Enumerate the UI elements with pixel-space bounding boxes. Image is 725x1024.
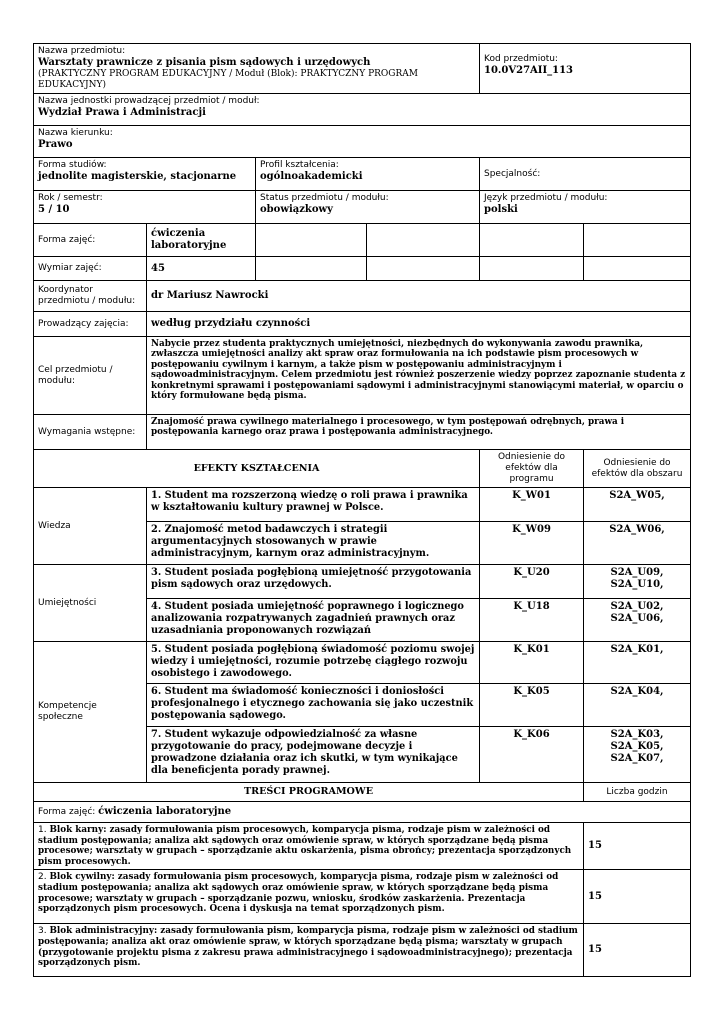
field-label: Nazwa kierunku:: [38, 128, 113, 138]
content-block-number: 2.: [38, 872, 50, 883]
effect-area-ref: S2A_W05,: [584, 488, 691, 522]
empty-cell: [480, 257, 584, 281]
effects-col-program: Odniesienie do efektów dla programu: [480, 450, 584, 488]
course-code-cell: [480, 44, 691, 94]
content-form-prefix: Forma zajęć:: [38, 807, 99, 817]
content-body: [34, 823, 691, 977]
unit-label: Nazwa jednostki prowadzącej przedmiot / moduł:: [38, 96, 260, 106]
effect-group-name: Wiedza: [34, 488, 147, 565]
study-form-value: jednolite magisterskie, stacjonarne: [38, 171, 237, 182]
hours-label: Wymiar zajęć:: [38, 263, 102, 273]
effect-text: 4. Student posiada umiejętność poprawnego i logicznego analizowania rozpatrywanych zagadnień prawnych oraz uzasadniania proponowanych rozwiązań: [147, 599, 480, 642]
profile-value: ogólnoakademicki: [260, 171, 363, 182]
requirements-value-cell: [147, 415, 691, 450]
effect-program-ref: K_K06: [480, 727, 584, 783]
study-table: [33, 157, 691, 224]
effects-table: [33, 449, 691, 783]
content-block-hours: 15: [584, 870, 691, 924]
unit-cell: [34, 94, 691, 126]
language-label: Język przedmiotu / modułu:: [484, 193, 608, 203]
course-code-label: Kod przedmiotu:: [484, 54, 558, 64]
effect-text: 3. Student posiada pogłębioną umiejętność przygotowania pism sądowych oraz urzędowych.: [147, 565, 480, 599]
header-table: [33, 43, 691, 158]
status-label: Status przedmiotu / modułu:: [260, 193, 389, 203]
hours-value-cell: [147, 257, 256, 281]
effect-area-ref: S2A_K01,: [584, 642, 691, 684]
effects-body: [34, 488, 691, 783]
effect-row: [34, 642, 691, 684]
effect-area-ref: S2A_W06,: [584, 522, 691, 565]
effect-area-ref: S2A_K03, S2A_K05, S2A_K07,: [584, 727, 691, 783]
study-form-label: Forma studiów:: [38, 160, 107, 170]
requirements-label-cell: [34, 415, 147, 450]
effect-group-name: Umiejętności: [34, 565, 147, 642]
content-block-text-cell: [34, 823, 584, 870]
study-form-cell: [34, 158, 256, 191]
content-block-text-cell: [34, 870, 584, 924]
content-block-row: [34, 870, 691, 924]
field-cell: [34, 126, 691, 158]
specialty-label: Specjalność:: [484, 168, 541, 179]
coordinator-label: Koordynator przedmiotu / modułu:: [38, 285, 136, 306]
effect-area-ref: S2A_U02, S2A_U06,: [584, 599, 691, 642]
content-block-text: Blok cywilny: zasady formułowania pism procesowych, komparycja pisma, rodzaje pism w zależności od stadium postępowania; analiza akt sądowych oraz omówienie spraw, w których sporządzane będą pisma procesowe; warsztaty w grupach – sporządzanie pozwu, wniosku, środków zaskarżenia. Prezentacja sporządzonych pism procesowych. Ocena i dyskusja na temat sporządzonych pism.: [38, 872, 559, 915]
coordinator-label-cell: [34, 281, 147, 312]
content-block-text: Blok karny: zasady formułowania pism procesowych, komparycja pisma, rodzaje pism w zależności od stadium postępowania; analiza akt sądowych oraz omówienie spraw, w których sporządzane będą pisma procesowe; warsztaty w grupach – sporządzanie aktu oskarżenia, pisma obrońcy; prezentacja sporządzonych pism procesowych.: [38, 825, 572, 867]
empty-cell: [584, 257, 691, 281]
content-form-cell: [34, 802, 691, 823]
class-form-value: ćwiczenia laboratoryjne: [151, 228, 227, 251]
goal-label: Cel przedmiotu / modułu:: [38, 364, 113, 386]
course-name-label: Nazwa przedmiotu:: [38, 46, 126, 56]
coordinator-value-cell: [147, 281, 691, 312]
content-block-text: Blok administracyjny: zasady formułowania pism, komparycja pisma, rodzaje pism w zależności od stadium postępowania; analiza akt oraz omówienie spraw, w których sporządzane będą pisma; warsztaty w grupach (przygotowanie projektu pisma z zakresu prawa administracyjnego i sądowoadministracyjnego); prezentacja sporządzonych pism.: [38, 926, 578, 969]
empty-cell: [367, 224, 480, 257]
teachers-value-cell: [147, 312, 691, 337]
language-cell: [480, 191, 691, 224]
teachers-label-cell: [34, 312, 147, 337]
content-block-number: 1.: [38, 825, 50, 835]
profile-label: Profil kształcenia:: [260, 160, 339, 170]
language-value: polski: [484, 204, 518, 215]
empty-cell: [367, 257, 480, 281]
content-block-row: [34, 823, 691, 870]
year-cell: [34, 191, 256, 224]
course-code: 10.0V27AII_113: [484, 65, 574, 76]
effect-text: 1. Student ma rozszerzoną wiedzę o roli prawa i prawnika w kształtowaniu kultury prawnej w Polsce.: [147, 488, 480, 522]
effect-area-ref: S2A_U09, S2A_U10,: [584, 565, 691, 599]
effect-row: [34, 488, 691, 522]
teachers-label: Prowadzący zajęcia:: [38, 318, 129, 329]
content-block-number: 3.: [38, 926, 50, 937]
course-program-line: (PRAKTYCZNY PROGRAM EDUKACYJNY / Moduł (Blok): PRAKTYCZNY PROGRAM EDUKACYJNY): [38, 69, 418, 90]
goal-value: Nabycie przez studenta praktycznych umiejętności, niezbędnych do wykonywania zawodu prawnika, zwłaszcza umiejętności analizy akt spraw oraz formułowania na ich podstawie pism procesowych w postępowaniu cywilnym i karnym, a także pism w postępowaniu administracyjnym i sądowoadministracyjnym. Celem przedmiotu jest również poszerzenie wiedzy poprzez zapoznanie studenta z konkretnymi sprawami i postępowaniami sądowymi i administracyjnymi stanowiącymi materiał, w oparciu o który formułowane będą pisma.: [151, 339, 686, 402]
content-block-hours: 15: [584, 823, 691, 870]
year-label: Rok / semestr:: [38, 193, 103, 203]
effect-program-ref: K_W01: [480, 488, 584, 522]
content-table: [33, 782, 691, 977]
effect-group-name: Kompetencje społeczne: [34, 642, 147, 783]
class-form-label: Forma zajęć:: [38, 234, 96, 245]
unit-value: Wydział Prawa i Administracji: [38, 107, 206, 118]
hours-value: 45: [151, 262, 165, 274]
effect-text: 2. Znajomość metod badawczych i strategii argumentacyjnych stosowanych w prawie administracyjnym, karnym oraz administracyjnym.: [147, 522, 480, 565]
effects-header: EFEKTY KSZTAŁCENIA: [34, 450, 480, 488]
class-form-value-cell: [147, 224, 256, 257]
effect-program-ref: K_W09: [480, 522, 584, 565]
empty-cell: [256, 224, 367, 257]
requirements-label: Wymagania wstępne:: [38, 426, 136, 437]
hours-label-cell: [34, 257, 147, 281]
field-value: Prawo: [38, 139, 73, 150]
effect-program-ref: K_U20: [480, 565, 584, 599]
effect-text: 6. Student ma świadomość konieczności i doniosłości profesjonalnego i etycznego zachowania się jako uczestnik postępowania sądowego.: [147, 684, 480, 727]
goal-value-cell: [147, 337, 691, 415]
status-cell: [256, 191, 480, 224]
coordinator-value: dr Mariusz Nawrocki: [151, 290, 269, 301]
teachers-value: według przydziału czynności: [151, 318, 311, 329]
effect-area-ref: S2A_K04,: [584, 684, 691, 727]
content-block-text-cell: [34, 924, 584, 977]
content-header: TREŚCI PROGRAMOWE: [34, 783, 584, 802]
effect-program-ref: K_U18: [480, 599, 584, 642]
empty-cell: [480, 224, 584, 257]
empty-cell: [256, 257, 367, 281]
effect-program-ref: K_K05: [480, 684, 584, 727]
profile-cell: [256, 158, 480, 191]
content-block-hours: 15: [584, 924, 691, 977]
effects-col-area: Odniesienie do efektów dla obszaru: [584, 450, 691, 488]
content-hours-header: Liczba godzin: [584, 783, 691, 802]
requirements-value: Znajomość prawa cywilnego materialnego i procesowego, w tym postępowań odrębnych, prawa i postępowania karnego oraz prawa i postępowania administracyjnego.: [151, 417, 625, 438]
effect-text: 7. Student wykazuje odpowiedzialność za własne przygotowanie do pracy, podejmowane decyzje i prowadzone działania oraz ich skutki, w tym wynikające dla beneficjenta porady prawnej.: [147, 727, 480, 783]
goal-label-cell: [34, 337, 147, 415]
details-table: [33, 223, 691, 450]
class-form-label-cell: [34, 224, 147, 257]
content-form-value: ćwiczenia laboratoryjne: [98, 806, 232, 817]
effect-program-ref: K_K01: [480, 642, 584, 684]
course-name: Warsztaty prawnicze z pisania pism sądowych i urzędowych: [38, 57, 371, 68]
effect-row: [34, 565, 691, 599]
status-value: obowiązkowy: [260, 204, 333, 215]
content-block-row: [34, 924, 691, 977]
specialty-cell: [480, 158, 691, 191]
course-card: [33, 43, 690, 977]
effect-text: 5. Student posiada pogłębioną świadomość poziomu swojej wiedzy i umiejętności, rozumie potrzebę ciągłego rozwoju osobistego i zawodowego.: [147, 642, 480, 684]
year-value: 5 / 10: [38, 204, 70, 215]
course-name-cell: [34, 44, 480, 94]
empty-cell: [584, 224, 691, 257]
